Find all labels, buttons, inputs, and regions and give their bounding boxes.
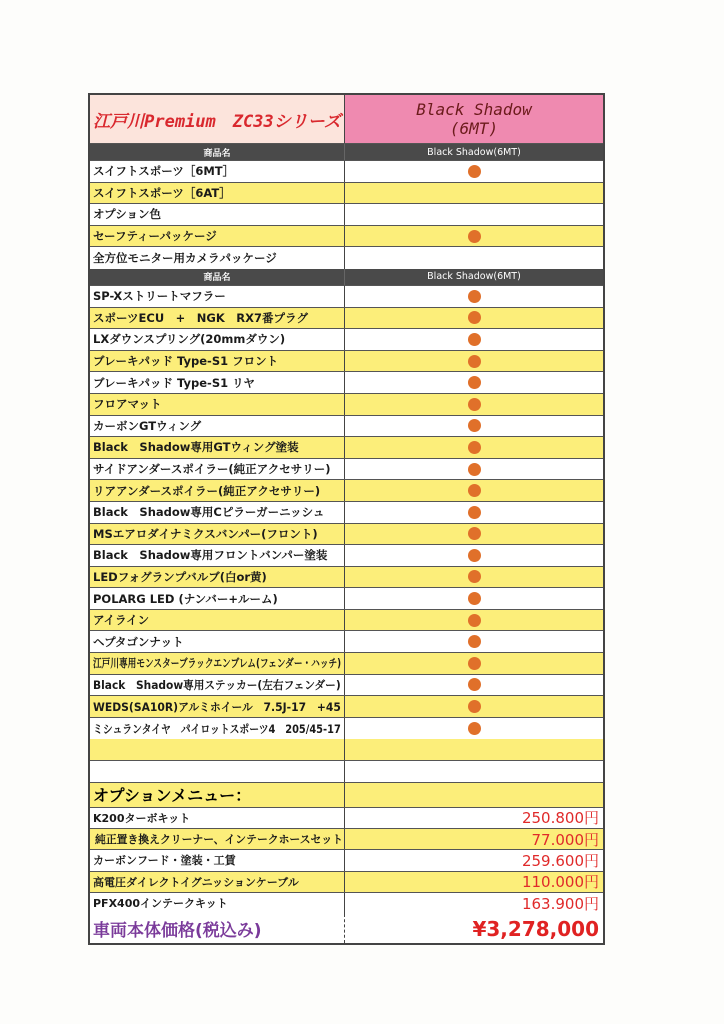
included-dot-icon [468,311,481,324]
included-dot-icon [468,657,481,670]
item-name: POLARG LED (ナンバー+ルーム) [93,591,278,606]
item-name: MSエアロダイナミクスバンパー(フロント) [93,526,318,541]
option-row [90,829,603,850]
section-parts [90,286,603,739]
total-price: ¥3,278,000 [472,916,599,941]
table-row [90,161,603,183]
table-row [90,610,603,632]
total-row [90,914,603,943]
item-name: ミシュランタイヤ パイロットスポーツ4 205/45-17 [93,721,341,736]
item-name: Black Shadow専用フロントバンパー塗装 [93,548,328,563]
table-row [90,351,603,373]
item-name: WEDS(SA10R)アルミホイール 7.5J-17 +45 [93,699,341,714]
table-row [90,247,603,269]
item-name: SP-Xストリートマフラー [93,289,226,304]
model-title [345,95,603,143]
table-row [90,631,603,653]
table-row [90,675,603,697]
table-row [90,653,603,675]
item-name: Black Shadow専用ステッカー(左右フェンダー) [93,677,341,692]
table-row [90,308,603,330]
item-name: サイドアンダースポイラー(純正アクセサリー) [93,462,331,477]
option-row [90,808,603,829]
options-title: オプションメニュー： [90,783,345,807]
option-name: 純正置き換えクリーナー、インテークホースセット [95,833,344,847]
included-dot-icon [468,614,481,627]
section-options [90,808,603,914]
table-row [90,372,603,394]
included-dot-icon [468,333,481,346]
column-header-row [90,144,603,161]
included-dot-icon [468,678,481,691]
option-price: 163.900円 [521,894,599,913]
included-dot-icon [468,506,481,519]
table-title-row [90,95,603,144]
series-title: 江戸川Premium ZC33シリーズ [90,95,345,143]
included-dot-icon [468,290,481,303]
table-row [90,204,603,226]
item-name: アイライン [93,613,150,628]
included-dot-icon [468,484,481,497]
item-name: セーフティーパッケージ [93,229,217,244]
column-header-model: Black Shadow(6MT) [427,146,521,158]
included-dot-icon [468,635,481,648]
column-header-name: 商品名 [90,144,345,160]
included-dot-icon [468,441,481,454]
included-dot-icon [468,700,481,713]
model-title-line2: (6MT) [449,119,499,138]
column-header-model-2: Black Shadow(6MT) [427,271,521,283]
column-header-row-2 [90,269,603,286]
item-name: オプション色 [93,207,161,222]
column-header-name-2: 商品名 [90,269,345,285]
section-base [90,161,603,269]
included-dot-icon [468,398,481,411]
option-name: PFX400インテークキット [93,897,228,911]
included-dot-icon [468,230,481,243]
item-name: ブレーキパッド Type-S1 フロント [93,354,279,369]
item-name: ヘプタゴンナット [93,634,184,649]
option-row [90,850,603,871]
option-price: 77.000円 [531,830,599,849]
included-dot-icon [468,549,481,562]
options-header-row [90,783,603,808]
option-price: 250.800円 [521,809,599,828]
table-row [90,480,603,502]
table-row [90,437,603,459]
table-row [90,524,603,546]
option-name: K200ターボキット [93,811,191,825]
item-name: 全方位モニター用カメラパッケージ [93,251,277,266]
table-row [90,545,603,567]
table-row [90,286,603,308]
model-title-line1: Black Shadow [416,100,532,119]
option-name: カーボンフード・塗装・工賃 [93,854,236,868]
item-name: LXダウンスプリング(20mmダウン) [93,332,286,347]
item-name: ブレーキパッド Type-S1 リヤ [93,375,255,390]
included-dot-icon [468,722,481,735]
included-dot-icon [468,463,481,476]
table-row [90,226,603,248]
included-dot-icon [468,419,481,432]
item-name: リアアンダースポイラー(純正アクセサリー) [93,483,321,498]
blank-row [90,761,603,783]
table-row [90,394,603,416]
table-row [90,588,603,610]
included-dot-icon [468,376,481,389]
item-name: Black Shadow専用GTウィング塗装 [93,440,299,455]
option-price: 110.000円 [521,873,599,892]
included-dot-icon [468,165,481,178]
option-price: 259.600円 [521,851,599,870]
item-name: フロアマット [93,397,162,412]
included-dot-icon [468,592,481,605]
table-row [90,459,603,481]
table-row [90,696,603,718]
item-name: スイフトスポーツ［6MT］ [93,164,235,179]
table-row [90,567,603,589]
price-table [88,93,605,945]
total-label: 車両本体価格(税込み) [90,914,345,943]
table-row [90,416,603,438]
included-dot-icon [468,527,481,540]
item-name: LEDフォグランプバルブ(白or黄) [93,569,267,584]
included-dot-icon [468,355,481,368]
included-dot-icon [468,570,481,583]
table-row [90,183,603,205]
item-name: Black Shadow専用Cピラーガーニッシュ [93,505,325,520]
option-name: 高電圧ダイレクトイグニッションケーブル [93,875,299,889]
table-row [90,718,603,740]
item-name: スイフトスポーツ［6AT］ [93,185,231,200]
blank-row [90,739,603,761]
option-row [90,893,603,914]
table-row [90,502,603,524]
item-name: スポーツECU + NGK RX7番プラグ [93,310,309,325]
item-name: カーボンGTウィング [93,418,202,433]
table-row [90,329,603,351]
item-name: 江戸川専用モンスターブラックエンブレム(フェンダー・ハッチ) [93,656,342,671]
option-row [90,872,603,893]
